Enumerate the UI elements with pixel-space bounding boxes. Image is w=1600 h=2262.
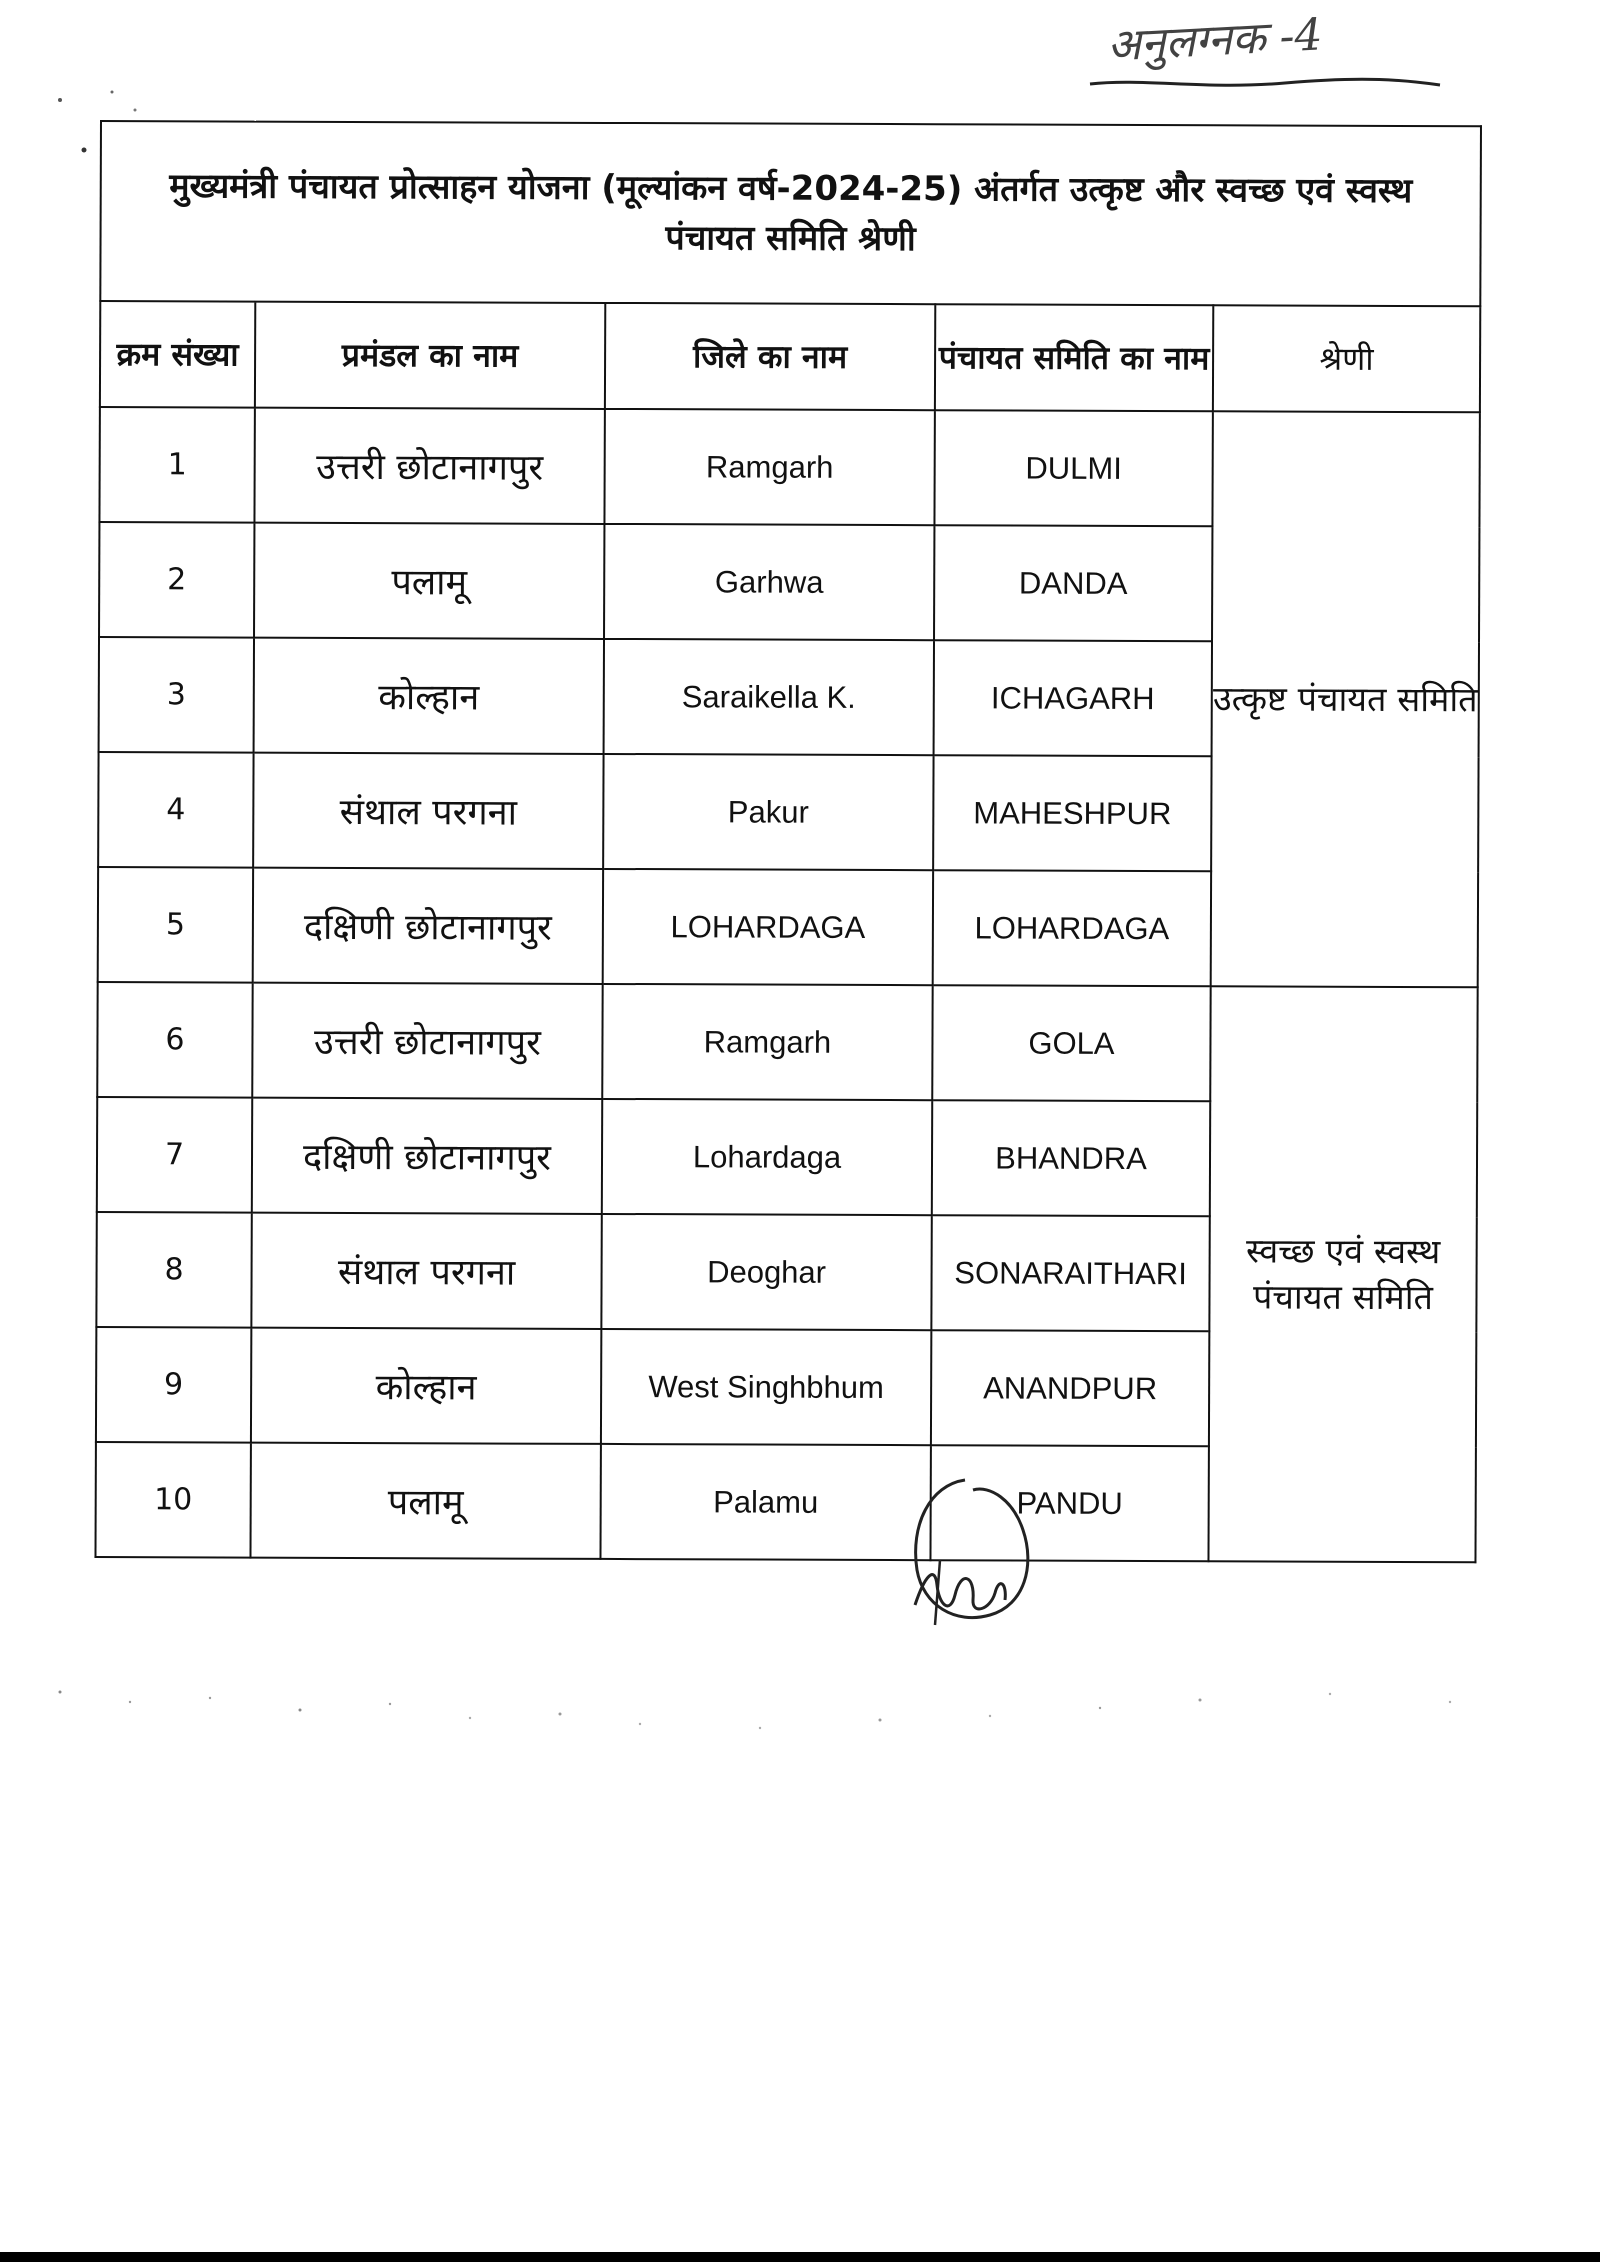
- district-name: West Singhbhum: [601, 1329, 931, 1445]
- division-name: दक्षिणी छोटानागपुर: [252, 1098, 602, 1214]
- annexure-underline: [1085, 74, 1445, 94]
- division-name: संथाल परगना: [251, 1213, 601, 1329]
- serial-number: 5: [98, 867, 253, 983]
- serial-number: 8: [96, 1212, 251, 1328]
- samiti-name: BHANDRA: [932, 1100, 1210, 1216]
- header-serial: क्रम संख्या: [100, 301, 255, 408]
- district-name: LOHARDAGA: [603, 869, 933, 985]
- signature-mark: [895, 1465, 1045, 1635]
- samiti-name: MAHESHPUR: [933, 755, 1211, 871]
- district-name: Palamu: [600, 1444, 930, 1560]
- serial-number: 9: [96, 1327, 251, 1443]
- serial-number: 10: [95, 1442, 250, 1558]
- division-name: कोल्हान: [254, 638, 604, 754]
- serial-number: 4: [98, 752, 253, 868]
- district-name: Ramgarh: [604, 409, 934, 525]
- category-swachh-swasth: स्वच्छ एवं स्वस्थ पंचायत समिति: [1208, 986, 1477, 1562]
- division-name: कोल्हान: [251, 1328, 601, 1444]
- results-table: [94, 120, 1482, 1563]
- header-row: [100, 301, 1480, 412]
- title-row: [100, 121, 1481, 306]
- samiti-name: ICHAGARH: [934, 640, 1212, 756]
- samiti-name: PANDU: [930, 1445, 1208, 1561]
- district-name: Saraikella K.: [604, 639, 934, 755]
- category-utkrisht: उत्कृष्ट पंचायत समिति: [1211, 411, 1480, 987]
- header-district: जिले का नाम: [605, 303, 935, 410]
- serial-number: 6: [97, 982, 252, 1098]
- serial-number: 3: [99, 637, 254, 753]
- samiti-name: GOLA: [932, 985, 1210, 1101]
- table-title: मुख्यमंत्री पंचायत प्रोत्साहन योजना (मूल्यांकन वर्ष-2024-25) अंतर्गत उत्कृष्ट और स्वच्छ एवं स्वस्थ पंचायत समिति श्रेणी: [100, 121, 1481, 306]
- division-name: दक्षिणी छोटानागपुर: [253, 868, 603, 984]
- division-name: उत्तरी छोटानागपुर: [252, 983, 602, 1099]
- division-name: पलामू: [254, 523, 604, 639]
- district-name: Garhwa: [604, 524, 934, 640]
- samiti-name: LOHARDAGA: [933, 870, 1211, 986]
- samiti-name: SONARAITHARI: [931, 1215, 1209, 1331]
- division-name: पलामू: [250, 1443, 600, 1559]
- header-samiti: पंचायत समिति का नाम: [935, 304, 1213, 411]
- division-name: उत्तरी छोटानागपुर: [254, 408, 604, 524]
- samiti-name: ANANDPUR: [931, 1330, 1209, 1446]
- serial-number: 1: [99, 407, 254, 523]
- district-name: Lohardaga: [602, 1099, 932, 1215]
- district-name: Deoghar: [601, 1214, 931, 1330]
- serial-number: 2: [99, 522, 254, 638]
- serial-number: 7: [97, 1097, 252, 1213]
- samiti-name: DULMI: [934, 410, 1212, 526]
- header-category: श्रेणी: [1213, 305, 1480, 412]
- table-row: [97, 982, 1477, 1102]
- header-division: प्रमंडल का नाम: [255, 302, 605, 409]
- scan-noise: [0, 1680, 1600, 1750]
- district-name: Pakur: [603, 754, 933, 870]
- division-name: संथाल परगना: [253, 753, 603, 869]
- district-name: Ramgarh: [602, 984, 932, 1100]
- results-table-wrapper: [100, 120, 1480, 1558]
- scan-bottom-edge: [0, 2252, 1600, 2262]
- table-row: [99, 407, 1479, 527]
- samiti-name: DANDA: [934, 525, 1212, 641]
- annexure-label: अनुलग्नक -4: [1105, 9, 1324, 72]
- annexure-mark: [1085, 6, 1445, 101]
